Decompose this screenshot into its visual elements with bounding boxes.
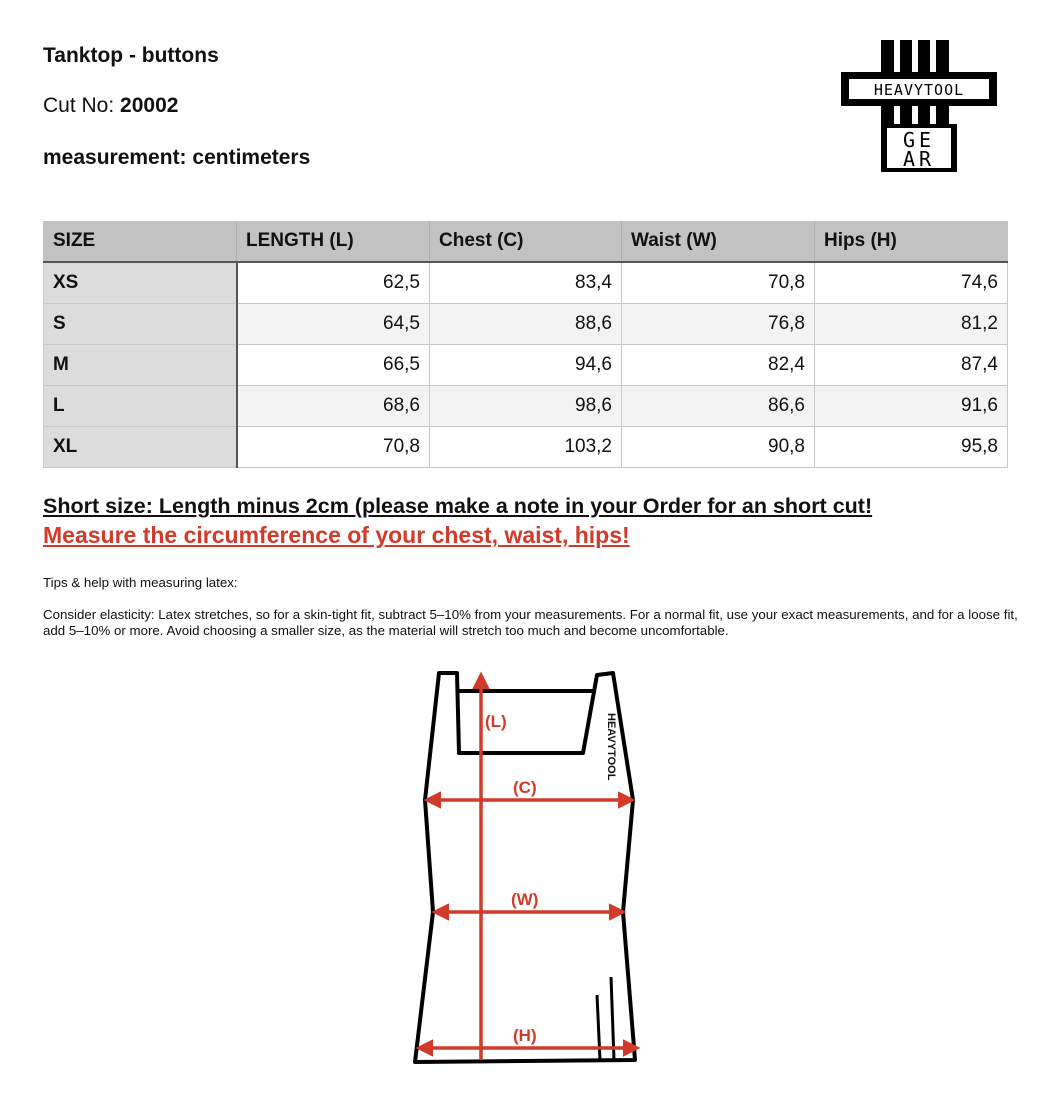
cell-chest: 88,6 xyxy=(430,304,622,345)
label-waist: (W) xyxy=(511,890,539,909)
tips-heading: Tips & help with measuring latex: xyxy=(43,575,238,590)
short-size-note: Short size: Length minus 2cm (please make a note in your Order for an short cut! xyxy=(43,494,873,518)
cell-hips: 81,2 xyxy=(815,304,1008,345)
cell-length: 68,6 xyxy=(237,386,430,427)
cell-size: XL xyxy=(44,427,237,468)
heavytool-gear-logo xyxy=(838,38,1000,174)
cell-chest: 103,2 xyxy=(430,427,622,468)
header-chest: Chest (C) xyxy=(430,221,622,262)
measurement-unit: measurement: centimeters xyxy=(43,146,311,169)
size-chart-table xyxy=(43,221,1008,468)
logo-ar-text: AR xyxy=(902,147,936,171)
cell-size: M xyxy=(44,345,237,386)
cut-value: 20002 xyxy=(120,94,179,117)
cell-hips: 95,8 xyxy=(815,427,1008,468)
table-header-row xyxy=(44,221,1008,262)
table-row xyxy=(44,386,1008,427)
label-hips: (H) xyxy=(513,1026,537,1045)
table-row xyxy=(44,345,1008,386)
cell-waist: 90,8 xyxy=(622,427,815,468)
cell-waist: 70,8 xyxy=(622,262,815,304)
cell-length: 66,5 xyxy=(237,345,430,386)
header-size: SIZE xyxy=(44,221,237,262)
cell-waist: 76,8 xyxy=(622,304,815,345)
cell-waist: 86,6 xyxy=(622,386,815,427)
measure-instruction: Measure the circumference of your chest, waist, hips! xyxy=(43,522,630,548)
cell-length: 62,5 xyxy=(237,262,430,304)
cell-size: L xyxy=(44,386,237,427)
logo-heavytool-text: HEAVYTOOL xyxy=(873,81,965,99)
label-chest: (C) xyxy=(513,778,537,797)
header-length: LENGTH (L) xyxy=(237,221,430,262)
product-title: Tanktop - buttons xyxy=(43,44,219,67)
cell-chest: 98,6 xyxy=(430,386,622,427)
cell-length: 64,5 xyxy=(237,304,430,345)
cell-chest: 83,4 xyxy=(430,262,622,304)
cell-hips: 74,6 xyxy=(815,262,1008,304)
elasticity-advice: Consider elasticity: Latex stretches, so for a skin-tight fit, subtract 5–10% from your measurements. For a normal fit, use your exact measurements, and for a loose fit, add 5–10% or more. Avoid choosing a smaller size, as the material will stretch too much and become uncomfortable. xyxy=(43,607,1018,638)
cell-hips: 91,6 xyxy=(815,386,1008,427)
tanktop-measurement-diagram xyxy=(405,665,650,1075)
cut-label: Cut No: xyxy=(43,94,115,117)
header-waist: Waist (W) xyxy=(622,221,815,262)
logo-ge-text: GE xyxy=(902,128,936,152)
table-row xyxy=(44,262,1008,304)
cell-size: XS xyxy=(44,262,237,304)
header-hips: Hips (H) xyxy=(815,221,1008,262)
cell-chest: 94,6 xyxy=(430,345,622,386)
diagram-brand-text: HEAVYTOOL xyxy=(605,713,617,781)
table-row xyxy=(44,427,1008,468)
table-row xyxy=(44,304,1008,345)
garment-outline xyxy=(415,673,635,1062)
cell-length: 70,8 xyxy=(237,427,430,468)
cell-size: S xyxy=(44,304,237,345)
label-length: (L) xyxy=(485,712,507,731)
cut-number xyxy=(43,94,178,118)
cell-waist: 82,4 xyxy=(622,345,815,386)
cell-hips: 87,4 xyxy=(815,345,1008,386)
